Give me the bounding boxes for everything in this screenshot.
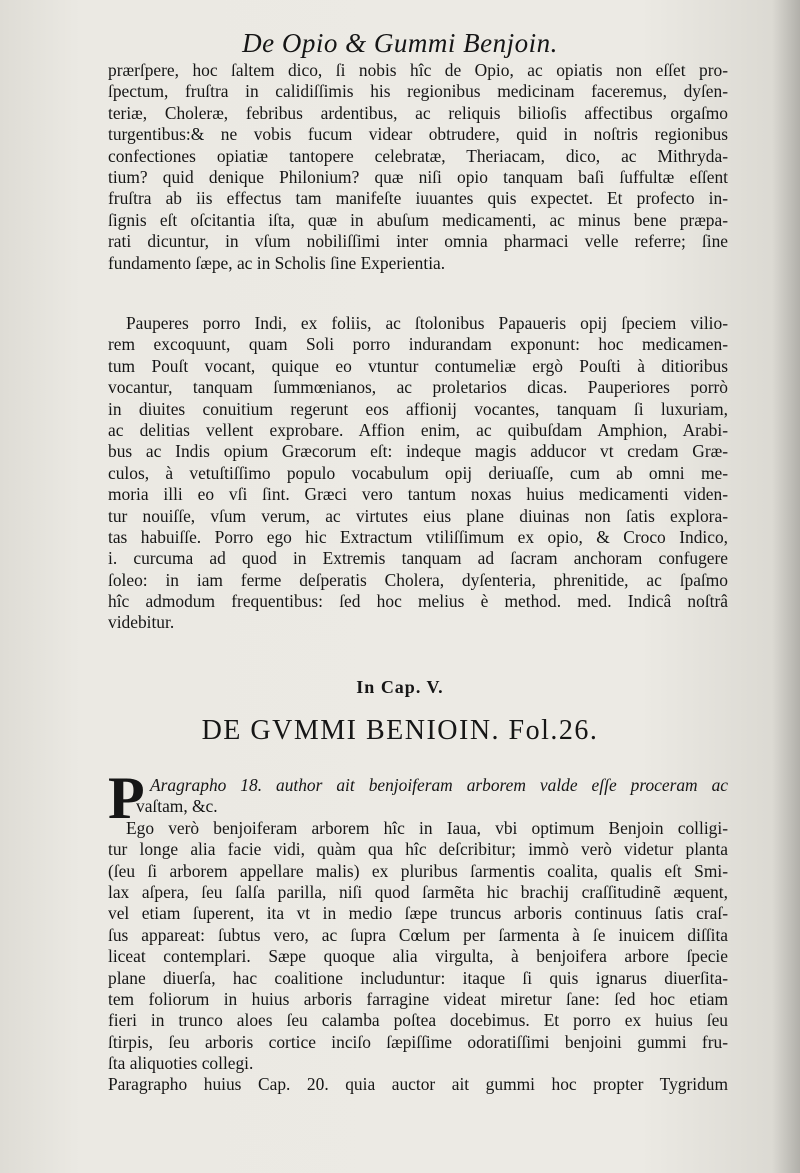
- page-edge-shadow: [772, 0, 800, 1173]
- text-line: vaſtam, &c.: [136, 796, 218, 817]
- text-line: tium? quid denique Philonium? quæ niſi opio tanquam baſi ſuffultæ eſſent: [108, 166, 728, 187]
- text-line: Paragrapho huius Cap. 20. quia auctor ait gummi hoc propter Tygridum: [108, 1074, 728, 1095]
- text-line: culos, à vetuſtiſſimo populo vocabulum opij deriuaſſe, cum ab omni me-: [108, 462, 728, 483]
- text-line: teriæ, Choleræ, febribus ardentibus, ac reliquis bilioſis affectibus orgaſmo: [108, 102, 728, 123]
- section-title: DE GVMMI BENIOIN. Fol.26.: [201, 715, 599, 746]
- text-line: ſoleo: in iam ferme deſperatis Cholera, dyſenteria, phrenitide, ac ſpaſmo: [108, 569, 728, 590]
- paragraph-benjoin: [108, 775, 728, 1096]
- text-line: ſpectum, fruſtra in calidiſſimis his regionibus medicinam faceremus, dyſen-: [108, 81, 728, 102]
- text-line: Ego verò benjoiferam arborem hîc in Iaua, vbi optimum Benjoin colligi-: [126, 817, 728, 838]
- text-line: bus ac Indis opium Græcorum eſt: indeque magis adducor vt credam Græ-: [108, 441, 728, 462]
- text-line: Pauperes porro Indi, ex foliis, ac ſtolonibus Papaueris opij ſpeciem vilio-: [126, 313, 728, 333]
- text-line: Aragrapho 18. author ait benjoiferam arborem valde eſſe proceram ac: [150, 775, 728, 795]
- text-line: videbitur.: [108, 612, 175, 633]
- text-line: fieri in trunco aloes ſeu calamba poſtea docebimus. Et porro ex huius ſeu: [108, 1010, 728, 1031]
- text-line: ſus appareat: ſubtus vero, ac ſupra Cœlum per ſarmenta à ſe inuicem diſſita: [108, 924, 728, 945]
- text-line: hîc admodum frequentibus: ſed hoc melius è method. med. Indicâ noſtrâ: [108, 591, 728, 612]
- text-line: liceat contemplari. Sæpe quoque alia virgulta, à benjoifera arbore ſpecie: [108, 946, 728, 967]
- text-line: fundamento ſæpe, ac in Scholis ſine Experientia.: [108, 252, 446, 273]
- text-line: ſta aliquoties collegi.: [108, 1053, 254, 1074]
- text-line: rati dicuntur, in vſum nobiliſſimi inter omnia pharmaci velle referre; ſine: [108, 231, 728, 252]
- paragraph-opium-continued: [108, 60, 728, 274]
- text-line: tem foliorum in huius arboris farragine videat miretur ſane: ſed hoc etiam: [108, 988, 728, 1009]
- running-title: De Opio & Gummi Benjoin.: [242, 28, 558, 58]
- text-line: tur longe alia facie vidi, quàm qua hîc deſcribitur; immò verò videtur planta: [108, 839, 728, 860]
- text-line: ac delitias vellent exprobare. Affion enim, ac quibuſdam Amphion, Arabi-: [108, 419, 728, 440]
- drop-cap-letter: P: [108, 765, 145, 831]
- text-line: ſignis eſt oſcitantia iſta, quæ in abuſum medicamenti, ac minus bene præpa-: [108, 209, 728, 230]
- text-line: vocantur, tanquam ſummœnianos, ac proletarios dicas. Pauperiores porrò: [108, 377, 728, 398]
- text-line: prærſpere, hoc ſaltem dico, ſi nobis hîc de Opio, ac opiatis non eſſet pro-: [108, 60, 728, 80]
- text-line: tas habuiſſe. Porro ego hic Extractum vtiliſſimum ex opio, & Croco Indico,: [108, 526, 728, 547]
- text-line: ſtirpis, ſeu arboris cortice inciſo ſæpiſſime odoratiſſimi benjoini gummi fru-: [108, 1031, 728, 1052]
- text-line: in diuites conuitium regerunt eos affionij vocantes, tanquam ſi luxuriam,: [108, 398, 728, 419]
- text-line: (ſeu ſi arborem appellare malis) ex pluribus ſarmentis coalita, qualis eſt Smi-: [108, 860, 728, 881]
- text-line: plane diuerſa, hac coalitione includuntur: itaque ſi quis ignarus diuerſita-: [108, 967, 728, 988]
- text-line: tum Pouſt vocant, quique eo vtuntur contumeliæ ergò Pouſti à ditioribus: [108, 355, 728, 376]
- text-line: tur nouiſſe, vſum verum, ac virtutes eius plane diuinas non ſatis explora-: [108, 505, 728, 526]
- paragraph-pauperes-indi: [108, 313, 728, 634]
- text-line: turgentibus:& ne vobis fucum videar obtrudere, quid in noſtris regionibus: [108, 124, 728, 145]
- text-line: i. curcuma ad quod in Extremis tanquam ad ſacram anchoram confugere: [108, 548, 728, 569]
- text-line: confectiones opiatiæ tantopere celebratæ, Theriacam, dico, ac Mithryda-: [108, 145, 728, 166]
- text-line: lax aſpera, ſeu ſalſa parilla, niſi quod ſarmẽta hic brachij craſſitudinẽ æquent,: [108, 881, 728, 902]
- text-line: moria illi eo vſi ſint. Græci vero tantum noxas huius medicamenti viden-: [108, 484, 728, 505]
- text-line: fruſtra ab iis effectus tam manifeſte iuuantes quis expectet. Et profecto in-: [108, 188, 728, 209]
- chapter-heading: In Cap. V.: [356, 677, 444, 697]
- text-line: vel etiam ſuperent, ita vt in medio ſæpe truncus arboris continuus ſatis craſ-: [108, 903, 728, 924]
- text-line: rem excoquunt, quam Soli porro indurandam exponunt: hoc medicamen-: [108, 334, 728, 355]
